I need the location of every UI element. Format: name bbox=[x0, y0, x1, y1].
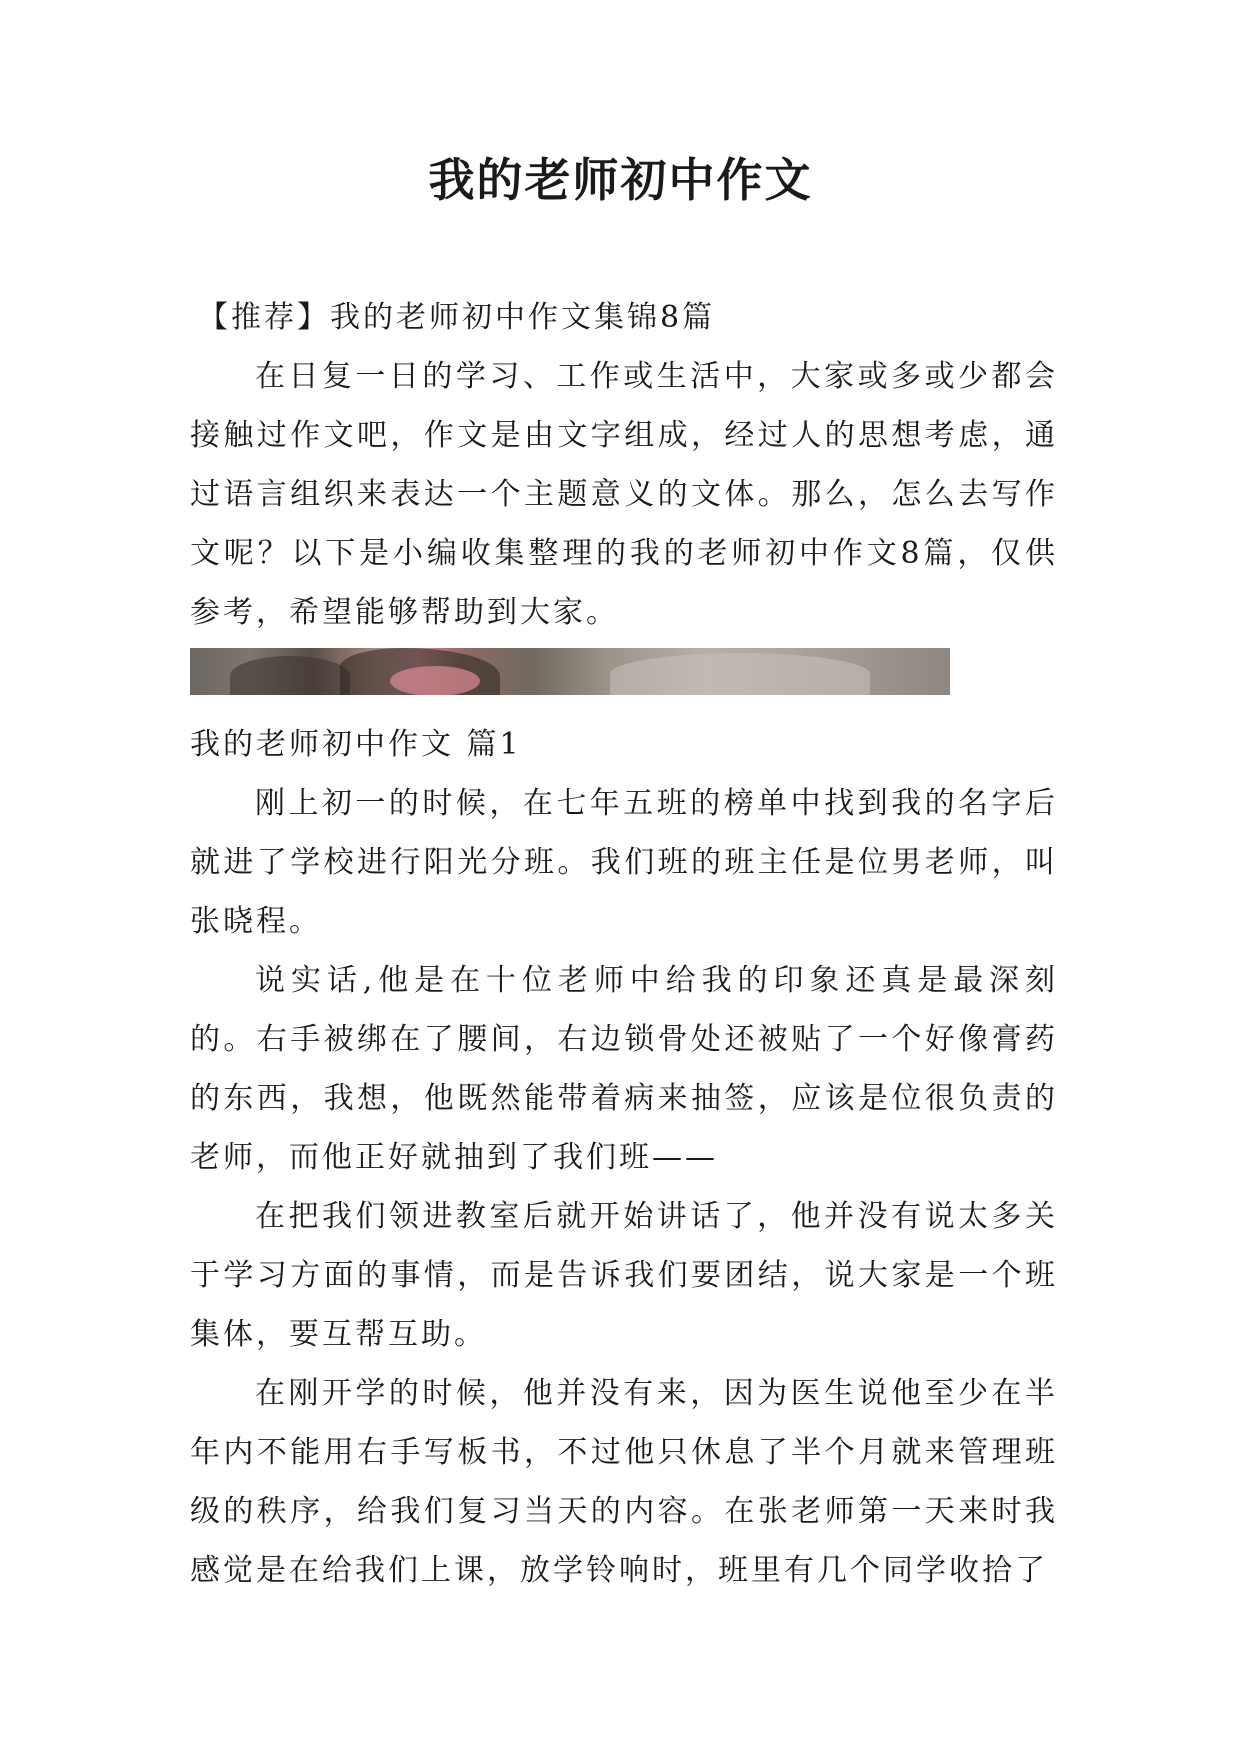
cropped-photo bbox=[190, 648, 950, 695]
document-subtitle: 【推荐】我的老师初中作文集锦8篇 bbox=[198, 300, 716, 335]
body-paragraph-2: 说实话,他是在十位老师中给我的印象还真是最深刻的。右手被绑在了腰间，右边锁骨处还被贴了一个好像膏药的东西，我想，他既然能带着病来抽签，应该是位很负责的老师，而他正好就抽到了我们班—— bbox=[190, 963, 1058, 1175]
intro-paragraph: 在日复一日的学习、工作或生活中，大家或多或少都会接触过作文吧，作文是由文字组成，经过人的思想考虑，通过语言组织来表达一个主题意义的文体。那么，怎么去写作文呢？以下是小编收集整理的我的老师初中作文8篇，仅供参考，希望能够帮助到大家。 bbox=[190, 359, 1058, 630]
document-title: 我的老师初中作文 bbox=[428, 153, 813, 207]
body-paragraph-3: 在把我们领进教室后就开始讲话了，他并没有说太多关于学习方面的事情，而是告诉我们要团结，说大家是一个班集体，要互帮互助。 bbox=[190, 1199, 1058, 1352]
section-heading: 我的老师初中作文 篇1 bbox=[190, 727, 522, 762]
body-paragraph-4: 在刚开学的时候，他并没有来，因为医生说他至少在半年内不能用右手写板书，不过他只休息了半个月就来管理班级的秩序，给我们复习当天的内容。在张老师第一天来时我感觉是在给我们上课，放学铃响时，班里有几个同学收拾了 bbox=[190, 1376, 1058, 1588]
body-paragraph-1: 刚上初一的时候，在七年五班的榜单中找到我的名字后就进了学校进行阳光分班。我们班的班主任是位男老师，叫张晓程。 bbox=[190, 786, 1058, 939]
document-body bbox=[190, 288, 1058, 1600]
